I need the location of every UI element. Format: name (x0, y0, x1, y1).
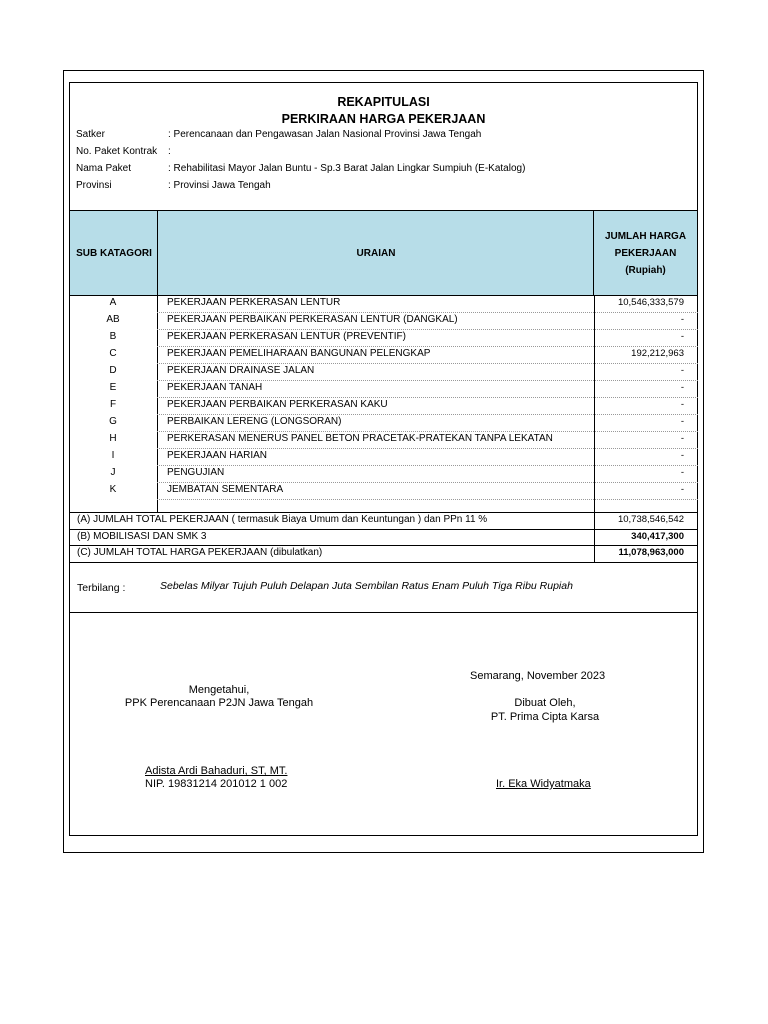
info-value-satker: : Perencanaan dan Pengawasan Jalan Nasional Provinsi Jawa Tengah (168, 129, 482, 140)
total-c-label: (C) JUMLAH TOTAL HARGA PEKERJAAN (dibulatkan) (77, 547, 323, 558)
total-b-row (69, 529, 698, 546)
total-a-amount: 10,738,546,542 (617, 514, 684, 525)
row-description: PEKERJAAN PERBAIKAN PERKERASAN KAKU (167, 399, 388, 410)
row-divider (157, 363, 698, 364)
row-amount: - (680, 382, 684, 393)
info-value-provinsi: : Provinsi Jawa Tengah (168, 180, 271, 191)
row-code: AB (106, 314, 120, 325)
left-sign-role-1: Mengetahui, (188, 684, 250, 696)
row-divider (157, 499, 698, 500)
row-description: PEKERJAAN PERKERASAN LENTUR (PREVENTIF) (167, 331, 406, 342)
table-row (69, 380, 698, 397)
row-description: JEMBATAN SEMENTARA (167, 484, 284, 495)
row-code: J (110, 467, 116, 478)
row-description: PEKERJAAN TANAH (167, 382, 263, 393)
terbilang-text: Sebelas Milyar Tujuh Puluh Delapan Juta Sembilan Ratus Enam Puluh Tiga Ribu Rupiah (160, 580, 573, 592)
row-amount: 192,212,963 (631, 348, 684, 359)
row-amount: - (680, 365, 684, 376)
right-sign-role-1: Dibuat Oleh, (514, 697, 576, 709)
row-divider (157, 380, 698, 381)
row-code: G (109, 416, 117, 427)
left-sign-role-2: PPK Perencanaan P2JN Jawa Tengah (124, 697, 314, 709)
row-code: D (109, 365, 117, 376)
row-amount: - (680, 467, 684, 478)
header-jumlah-line3: (Rupiah) (625, 264, 666, 276)
doc-subtitle: PERKIRAAN HARGA PEKERJAAN (281, 112, 486, 126)
row-divider (157, 448, 698, 449)
table-row (69, 363, 698, 380)
row-divider (157, 312, 698, 313)
table-row (69, 346, 698, 363)
row-amount: 10,546,333,579 (617, 297, 684, 308)
row-divider (157, 482, 698, 483)
table-row (69, 414, 698, 431)
table-row (69, 465, 698, 482)
row-description: PENGUJIAN (167, 467, 225, 478)
header-jumlah-line1: JUMLAH HARGA (604, 230, 687, 242)
table-row (69, 397, 698, 414)
info-label-satker: Satker (76, 129, 105, 140)
info-label-provinsi: Provinsi (76, 180, 112, 191)
row-divider (157, 397, 698, 398)
row-code: K (109, 484, 117, 495)
header-jumlah-line2: PEKERJAAN (614, 247, 677, 259)
row-divider (157, 346, 698, 347)
row-amount: - (680, 484, 684, 495)
info-label-nama-paket: Nama Paket (76, 163, 132, 174)
terbilang-label: Terbilang : (77, 582, 126, 594)
row-amount: - (680, 314, 684, 325)
row-description: PEKERJAAN PERKERASAN LENTUR (167, 297, 341, 308)
table-row (69, 448, 698, 465)
total-c-amount: 11,078,963,000 (618, 547, 684, 558)
header-uraian (157, 210, 595, 296)
table-row (69, 482, 698, 499)
info-label-paket-kontrak: No. Paket Kontrak (76, 146, 158, 157)
row-description: PEKERJAAN PERBAIKAN PERKERASAN LENTUR (DANGKAL) (167, 314, 458, 325)
row-description: PEKERJAAN DRAINASE JALAN (167, 365, 315, 376)
info-value-paket-kontrak: : (168, 146, 171, 157)
row-divider (157, 329, 698, 330)
row-description: PERBAIKAN LERENG (LONGSORAN) (167, 416, 342, 427)
left-signer-name: Adista Ardi Bahaduri, ST, MT. (145, 765, 288, 777)
header-sub-katagori-label: SUB KATAGORI (76, 247, 152, 259)
table-row (69, 431, 698, 448)
header-uraian-label: URAIAN (356, 247, 396, 259)
row-description: PEKERJAAN PEMELIHARAAN BANGUNAN PELENGKAP (167, 348, 431, 359)
row-amount: - (680, 433, 684, 444)
row-divider (157, 465, 698, 466)
row-code: I (111, 450, 115, 461)
row-amount: - (680, 416, 684, 427)
right-signer-name: Ir. Eka Widyatmaka (496, 778, 591, 790)
total-a-label: (A) JUMLAH TOTAL PEKERJAAN ( termasuk Biaya Umum dan Keuntungan ) dan PPn 11 % (77, 514, 488, 525)
row-amount: - (680, 399, 684, 410)
header-jumlah (593, 210, 698, 296)
info-value-nama-paket: : Rehabilitasi Mayor Jalan Buntu - Sp.3 Barat Jalan Lingkar Sumpiuh (E-Katalog) (168, 163, 526, 174)
total-b-label: (B) MOBILISASI DAN SMK 3 (77, 531, 207, 542)
row-code: E (109, 382, 117, 393)
table-row (69, 295, 698, 312)
doc-title: REKAPITULASI (337, 95, 430, 109)
left-signer-nip: NIP. 19831214 201012 1 002 (145, 778, 288, 790)
table-row (69, 329, 698, 346)
row-code: F (109, 399, 117, 410)
row-amount: - (680, 450, 684, 461)
right-sign-role-2: PT. Prima Cipta Karsa (490, 711, 600, 723)
totals-bottom-border (69, 562, 698, 563)
row-description: PEKERJAAN HARIAN (167, 450, 268, 461)
row-divider (157, 431, 698, 432)
row-code: A (109, 297, 117, 308)
row-code: H (109, 433, 117, 444)
total-a-row (69, 512, 698, 529)
row-divider (157, 414, 698, 415)
table-row (69, 312, 698, 329)
header-sub-katagori (69, 210, 159, 296)
row-description: PERKERASAN MENERUS PANEL BETON PRACETAK-PRATEKAN TANPA LEKATAN (167, 433, 553, 444)
place-date: Semarang, November 2023 (470, 670, 606, 682)
row-code: C (109, 348, 117, 359)
total-c-row (69, 545, 698, 562)
total-b-amount: 340,417,300 (631, 531, 684, 542)
terbilang-bottom-border (69, 612, 698, 613)
row-code: B (109, 331, 117, 342)
row-amount: - (680, 331, 684, 342)
